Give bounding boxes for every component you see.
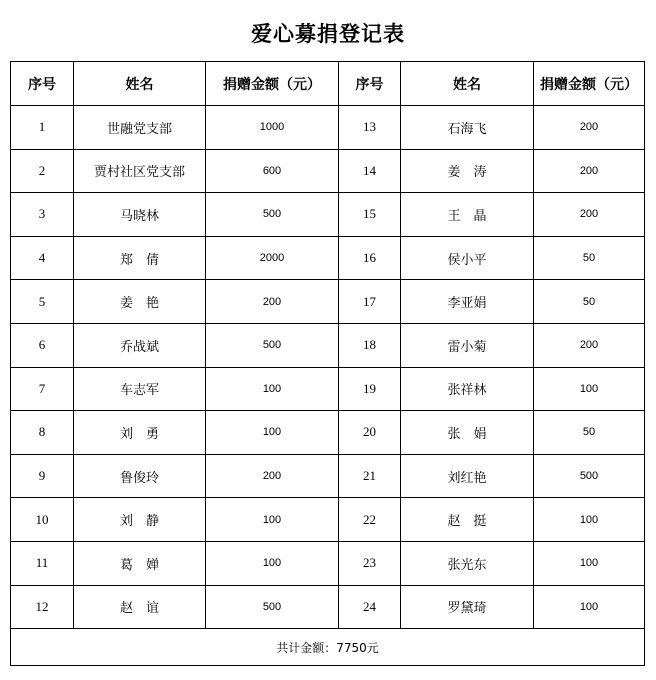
right-name-cell: 张祥林 [401, 367, 534, 411]
table-row [11, 585, 645, 629]
left-name-cell: 刘 静 [74, 498, 206, 542]
total-amount: 共计金额：7750元 [11, 629, 645, 666]
left-name-cell: 车志军 [74, 367, 206, 411]
left-amount-cell: 500 [206, 323, 339, 367]
left-amount-cell: 2000 [206, 236, 339, 280]
right-name-cell: 张 娟 [401, 411, 534, 455]
right-seq-cell: 21 [339, 454, 401, 498]
right-seq-cell: 23 [339, 541, 401, 585]
total-row [11, 629, 645, 666]
table-row [11, 411, 645, 455]
table-row [11, 280, 645, 324]
left-name-cell: 乔战斌 [74, 323, 206, 367]
right-name-cell: 石海飞 [401, 106, 534, 150]
left-name-cell: 鲁俊玲 [74, 454, 206, 498]
right-amount-cell: 100 [534, 498, 645, 542]
left-seq-cell: 2 [11, 149, 74, 193]
left-amount-cell: 500 [206, 193, 339, 237]
right-amount-cell: 200 [534, 323, 645, 367]
left-name-cell: 刘 勇 [74, 411, 206, 455]
right-seq-cell: 15 [339, 193, 401, 237]
right-seq-cell: 19 [339, 367, 401, 411]
header-amount-left: 捐赠金额（元） [206, 62, 339, 106]
table-row [11, 236, 645, 280]
right-seq-cell: 18 [339, 323, 401, 367]
left-amount-cell: 1000 [206, 106, 339, 150]
header-seq-left: 序号 [11, 62, 74, 106]
right-name-cell: 雷小菊 [401, 323, 534, 367]
left-seq-cell: 12 [11, 585, 74, 629]
page-title: 爱心募捐登记表 [251, 21, 405, 46]
right-seq-cell: 24 [339, 585, 401, 629]
right-amount-cell: 200 [534, 149, 645, 193]
right-amount-cell: 500 [534, 454, 645, 498]
left-amount-cell: 200 [206, 454, 339, 498]
right-seq-cell: 14 [339, 149, 401, 193]
left-seq-cell: 5 [11, 280, 74, 324]
right-name-cell: 侯小平 [401, 236, 534, 280]
header-name-right: 姓名 [401, 62, 534, 106]
left-amount-cell: 200 [206, 280, 339, 324]
right-seq-cell: 13 [339, 106, 401, 150]
left-name-cell: 姜 艳 [74, 280, 206, 324]
left-name-cell: 马晓林 [74, 193, 206, 237]
table-row [11, 541, 645, 585]
right-name-cell: 王 晶 [401, 193, 534, 237]
left-amount-cell: 500 [206, 585, 339, 629]
header-name-left: 姓名 [74, 62, 206, 106]
right-amount-cell: 100 [534, 541, 645, 585]
left-seq-cell: 9 [11, 454, 74, 498]
left-amount-cell: 100 [206, 367, 339, 411]
right-name-cell: 姜 涛 [401, 149, 534, 193]
left-name-cell: 世融党支部 [74, 106, 206, 150]
right-amount-cell: 100 [534, 367, 645, 411]
table-row [11, 149, 645, 193]
right-amount-cell: 100 [534, 585, 645, 629]
table-header-row [11, 62, 645, 106]
left-name-cell: 贾村社区党支部 [74, 149, 206, 193]
right-name-cell: 罗黛琦 [401, 585, 534, 629]
left-seq-cell: 10 [11, 498, 74, 542]
left-amount-cell: 100 [206, 411, 339, 455]
header-seq-right: 序号 [339, 62, 401, 106]
left-seq-cell: 4 [11, 236, 74, 280]
left-name-cell: 赵 谊 [74, 585, 206, 629]
right-amount-cell: 200 [534, 193, 645, 237]
left-amount-cell: 100 [206, 498, 339, 542]
right-seq-cell: 17 [339, 280, 401, 324]
table-body [11, 106, 645, 629]
right-seq-cell: 16 [339, 236, 401, 280]
right-name-cell: 张光东 [401, 541, 534, 585]
table-row [11, 106, 645, 150]
table-row [11, 193, 645, 237]
right-amount-cell: 50 [534, 411, 645, 455]
left-seq-cell: 8 [11, 411, 74, 455]
right-amount-cell: 200 [534, 106, 645, 150]
left-amount-cell: 600 [206, 149, 339, 193]
table-row [11, 367, 645, 411]
right-name-cell: 赵 挺 [401, 498, 534, 542]
left-name-cell: 葛 婵 [74, 541, 206, 585]
left-seq-cell: 6 [11, 323, 74, 367]
left-seq-cell: 11 [11, 541, 74, 585]
right-seq-cell: 22 [339, 498, 401, 542]
left-name-cell: 郑 倩 [74, 236, 206, 280]
table-row [11, 498, 645, 542]
right-name-cell: 李亚娟 [401, 280, 534, 324]
right-amount-cell: 50 [534, 280, 645, 324]
table-row [11, 323, 645, 367]
donation-table [10, 61, 645, 666]
right-amount-cell: 50 [534, 236, 645, 280]
table-row [11, 454, 645, 498]
left-seq-cell: 3 [11, 193, 74, 237]
right-name-cell: 刘红艳 [401, 454, 534, 498]
left-amount-cell: 100 [206, 541, 339, 585]
right-seq-cell: 20 [339, 411, 401, 455]
header-amount-right: 捐赠金额（元） [534, 62, 645, 106]
left-seq-cell: 1 [11, 106, 74, 150]
left-seq-cell: 7 [11, 367, 74, 411]
